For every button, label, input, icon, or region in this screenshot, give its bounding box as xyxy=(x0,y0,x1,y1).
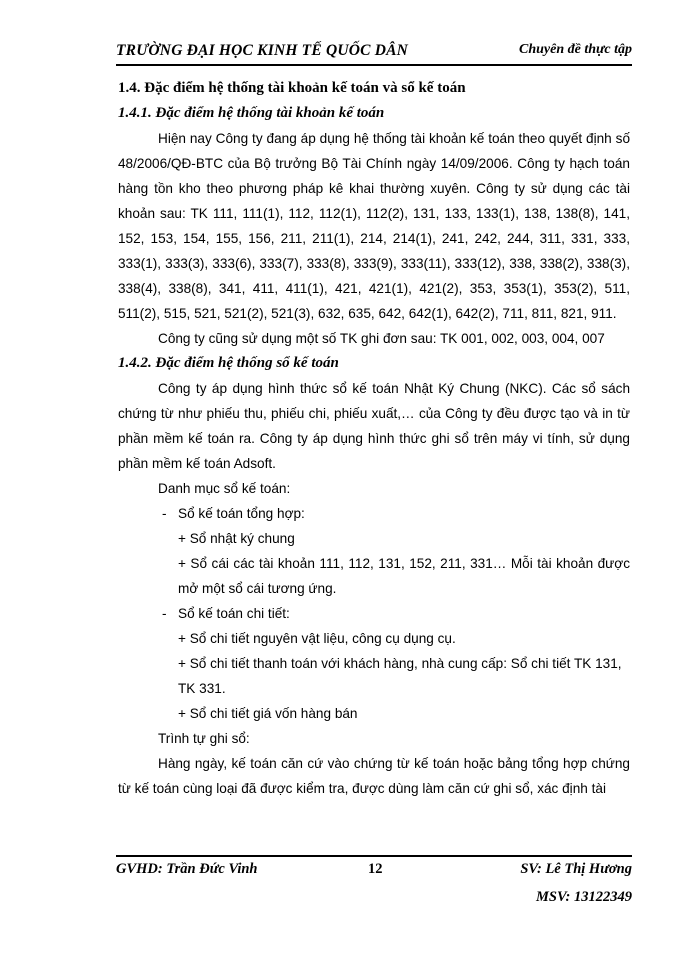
page-number: 12 xyxy=(368,861,383,877)
section-title: 1.4. Đặc điểm hệ thống tài khoản kế toán và sổ kế toán xyxy=(118,80,466,96)
subsection-title-books: 1.4.2. Đặc điểm hệ thống sổ kế toán xyxy=(118,355,339,371)
paragraph-order: Hàng ngày, kế toán căn cứ vào chứng từ kế toán hoặc bảng tổng hợp chứng từ kế toán cùng loại đã được kiểm tra, được dùng làm căn cứ ghi sổ, xác định tài xyxy=(118,756,630,796)
list-item xyxy=(118,501,630,526)
list-intro: Danh mục sổ kế toán: xyxy=(158,481,291,496)
list-item: + Sổ chi tiết nguyên vật liệu, công cụ dụng cụ. xyxy=(178,631,456,646)
list-item-continuation: TK 331. xyxy=(178,681,226,696)
page-footer xyxy=(116,855,632,905)
paragraph-accounts: Hiện nay Công ty đang áp dụng hệ thống tài khoản kế toán theo quyết định số 48/2006/QĐ-BTC của Bộ trưởng Bộ Tài Chính ngày 14/09/2006. Công ty hạch toán hàng tồn kho theo phương pháp kê khai thường xuyên. Công ty sử dụng các tài khoản sau: TK 111, 111(1), 112, 112(1), 112(2), 131, 133, 133(1), 138, 138(8), 141, 152, 153, 154, 155, 156, 211, 211(1), 214, 214(1), 241, 242, 244, 311, 331, 333, 333(1), 333(3), 333(6), 333(7), 333(8), 333(9), 333(11), 333(12), 338, 338(2), 338(3), 338(4), 338(8), 341, 411, 411(1), 421, 421(1), 421(2), 353, 353(1), 353(2), 511, 511(2), 515, 521, 521(2), 521(3), 632, 635, 642, 642(1), 642(2), 711, 811, 821, 911. xyxy=(118,131,630,321)
order-title: Trình tự ghi sổ: xyxy=(158,731,250,746)
group-title-general: Sổ kế toán tổng hợp: xyxy=(178,506,305,521)
footer-student: SV: Lê Thị Hương xyxy=(520,861,632,877)
list-item: + Sổ nhật ký chung xyxy=(178,531,295,546)
group-title-detail: Sổ kế toán chi tiết: xyxy=(178,606,290,621)
subsection-title-accounts: 1.4.1. Đặc điểm hệ thống tài khoản kế toán xyxy=(118,105,385,121)
document-body xyxy=(118,76,630,801)
dash-bullet: - xyxy=(162,506,167,521)
list-item xyxy=(118,601,630,626)
footer-student-id: MSV: 13122349 xyxy=(535,889,632,905)
header-university: TRƯỜNG ĐẠI HỌC KINH TẾ QUỐC DÂN xyxy=(116,42,409,59)
list-item: + Sổ cái các tài khoản 111, 112, 131, 152, 211, 331… Mỗi tài khoản được mở một sổ cái tương ứng. xyxy=(178,556,630,596)
page-header xyxy=(116,36,632,66)
list-item: + Sổ chi tiết giá vốn hàng bán xyxy=(178,706,358,721)
header-doc-type: Chuyên đề thực tập xyxy=(518,42,632,57)
dash-bullet: - xyxy=(162,606,167,621)
paragraph-off-balance: Công ty cũng sử dụng một số TK ghi đơn sau: TK 001, 002, 003, 004, 007 xyxy=(158,331,605,346)
paragraph-books: Công ty áp dụng hình thức sổ kế toán Nhật Ký Chung (NKC). Các sổ sách chứng từ như phiếu thu, phiếu chi, phiếu xuất,… của Công ty đều được tạo và in từ phần mềm kế toán ra. Công ty áp dụng hình thức ghi sổ trên máy vi tính, sử dụng phần mềm kế toán Adsoft. xyxy=(118,381,630,471)
list-item: + Sổ chi tiết thanh toán với khách hàng, nhà cung cấp: Sổ chi tiết TK 131, xyxy=(178,656,622,671)
footer-advisor: GVHD: Trần Đức Vinh xyxy=(116,861,258,877)
